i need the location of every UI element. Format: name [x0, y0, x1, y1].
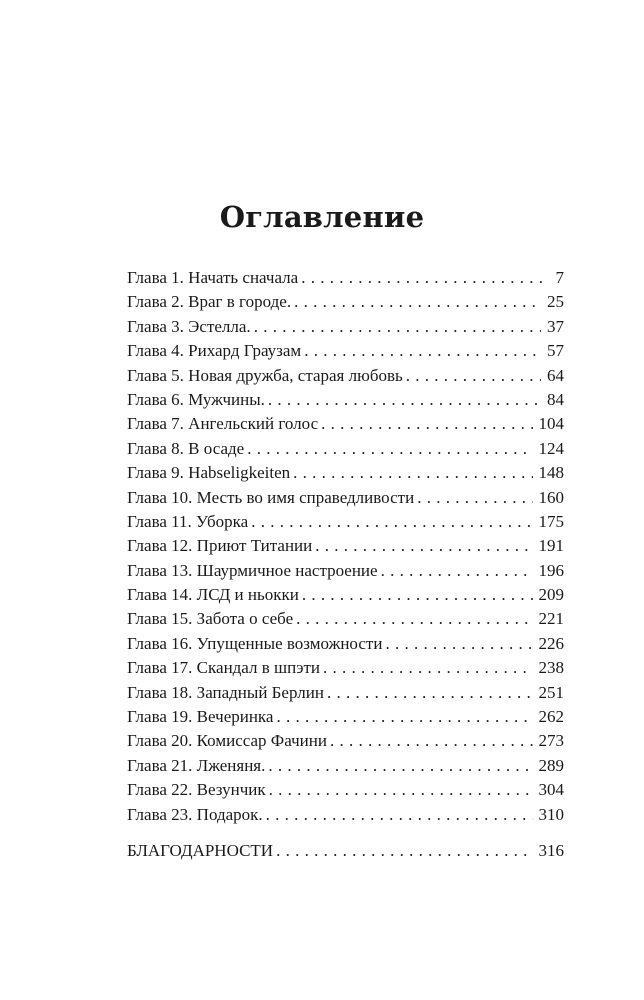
- toc-entry: [127, 632, 564, 656]
- dot-leader: [315, 534, 532, 558]
- toc-entry: [127, 339, 564, 363]
- dot-leader: [251, 510, 532, 534]
- toc-entry-page: 25: [547, 292, 564, 312]
- toc-entry: [127, 412, 564, 436]
- toc-entry-page: 104: [538, 414, 564, 434]
- toc-entry-title: Глава 16. Упущенные возможности: [127, 633, 383, 653]
- dot-leader: [323, 656, 532, 680]
- toc-entry-title: Глава 2. Враг в городе.: [127, 292, 292, 312]
- toc-entry-title: Глава 23. Подарок.: [127, 804, 263, 824]
- table-of-contents: [127, 266, 564, 863]
- dot-leader: [294, 290, 541, 314]
- toc-entry-page: 37: [547, 316, 564, 336]
- dot-leader: [406, 364, 541, 388]
- toc-entry: [127, 486, 564, 510]
- toc-entry: [127, 534, 564, 558]
- toc-entry-title: Глава 18. Западный Берлин: [127, 682, 324, 702]
- dot-leader: [268, 388, 541, 412]
- toc-entry-page: 262: [538, 707, 564, 727]
- dot-leader: [247, 437, 532, 461]
- dot-leader: [302, 583, 533, 607]
- toc-entry: [127, 729, 564, 753]
- toc-entry: [127, 510, 564, 534]
- toc-entry: [127, 583, 564, 607]
- toc-entry-title: Глава 17. Скандал в шпэти: [127, 658, 321, 678]
- toc-entry-page: 84: [547, 389, 564, 409]
- toc-entry-title: Глава 5. Новая дружба, старая любовь: [127, 365, 403, 385]
- toc-entry-page: 251: [538, 682, 564, 702]
- toc-entry-page: 226: [538, 633, 564, 653]
- toc-entry-page: 238: [538, 658, 564, 678]
- toc-entry-acknowledgments: [127, 839, 564, 863]
- toc-entry-page: 148: [538, 463, 564, 483]
- toc-entry: [127, 705, 564, 729]
- toc-entry-page: 289: [538, 755, 564, 775]
- toc-entry-title: Глава 10. Месть во имя справедливости: [127, 487, 415, 507]
- toc-entry: [127, 681, 564, 705]
- dot-leader: [304, 339, 541, 363]
- dot-leader: [321, 412, 532, 436]
- page-title: Оглавление: [219, 200, 425, 234]
- toc-entry-title: Глава 7. Ангельский голос: [127, 414, 319, 434]
- dot-leader: [301, 266, 544, 290]
- dot-leader: [276, 839, 532, 863]
- dot-leader: [417, 486, 532, 510]
- dot-leader: [296, 607, 532, 631]
- toc-entry-title: Глава 20. Комиссар Фачини: [127, 731, 327, 751]
- toc-entry: [127, 778, 564, 802]
- toc-entry-title: Глава 6. Мужчины.: [127, 389, 265, 409]
- toc-entry-page: 57: [547, 341, 564, 361]
- toc-entry: [127, 461, 564, 485]
- toc-entry-page: 175: [538, 511, 564, 531]
- dot-leader: [266, 803, 533, 827]
- toc-entry-title: Глава 13. Шаурмичное настроение: [127, 560, 378, 580]
- toc-entry-title: Глава 19. Вечеринка: [127, 707, 274, 727]
- toc-entry: [127, 754, 564, 778]
- toc-entry-title: Глава 11. Уборка: [127, 511, 249, 531]
- dot-leader: [269, 778, 533, 802]
- toc-entry-page: 316: [538, 840, 564, 860]
- toc-entry: [127, 290, 564, 314]
- toc-entry-title: БЛАГОДАРНОСТИ: [127, 840, 274, 860]
- toc-entry-title: Глава 3. Эстелла.: [127, 316, 251, 336]
- toc-entry-page: 273: [538, 731, 564, 751]
- toc-entry-title: Глава 8. В осаде: [127, 438, 245, 458]
- toc-entry: [127, 315, 564, 339]
- toc-entry-page: 160: [538, 487, 564, 507]
- toc-entry-page: 310: [538, 804, 564, 824]
- dot-leader: [293, 461, 532, 485]
- dot-leader: [254, 315, 541, 339]
- toc-entry-title: Глава 21. Лженяня.: [127, 755, 266, 775]
- toc-entry-title: Глава 15. Забота о себе: [127, 609, 294, 629]
- toc-entry-title: Глава 9. Habseligkeiten: [127, 463, 291, 483]
- dot-leader: [276, 705, 532, 729]
- toc-entry-page: 124: [538, 438, 564, 458]
- toc-entry-page: 209: [538, 585, 564, 605]
- dot-leader: [327, 681, 533, 705]
- dot-leader: [381, 559, 533, 583]
- toc-entry-page: 196: [538, 560, 564, 580]
- toc-entry-title: Глава 22. Везунчик: [127, 780, 266, 800]
- toc-entry-title: Глава 4. Рихард Граузам: [127, 341, 302, 361]
- toc-entry-page: 64: [547, 365, 564, 385]
- toc-entry: [127, 607, 564, 631]
- toc-entry: [127, 266, 564, 290]
- toc-entry: [127, 364, 564, 388]
- toc-entry: [127, 559, 564, 583]
- toc-entry: [127, 803, 564, 827]
- toc-entry: [127, 437, 564, 461]
- toc-entry-title: Глава 1. Начать сначала: [127, 268, 299, 287]
- toc-entry-page: 7: [555, 268, 564, 287]
- toc-entry-page: 304: [538, 780, 564, 800]
- toc-entry-title: Глава 12. Приют Титании: [127, 536, 313, 556]
- toc-entry-title: Глава 14. ЛСД и ньокки: [127, 585, 299, 605]
- dot-leader: [385, 632, 532, 656]
- toc-entry: [127, 656, 564, 680]
- dot-leader: [268, 754, 532, 778]
- toc-entry-page: 221: [538, 609, 564, 629]
- dot-leader: [330, 729, 533, 753]
- toc-entry-page: 191: [538, 536, 564, 556]
- toc-entry: [127, 388, 564, 412]
